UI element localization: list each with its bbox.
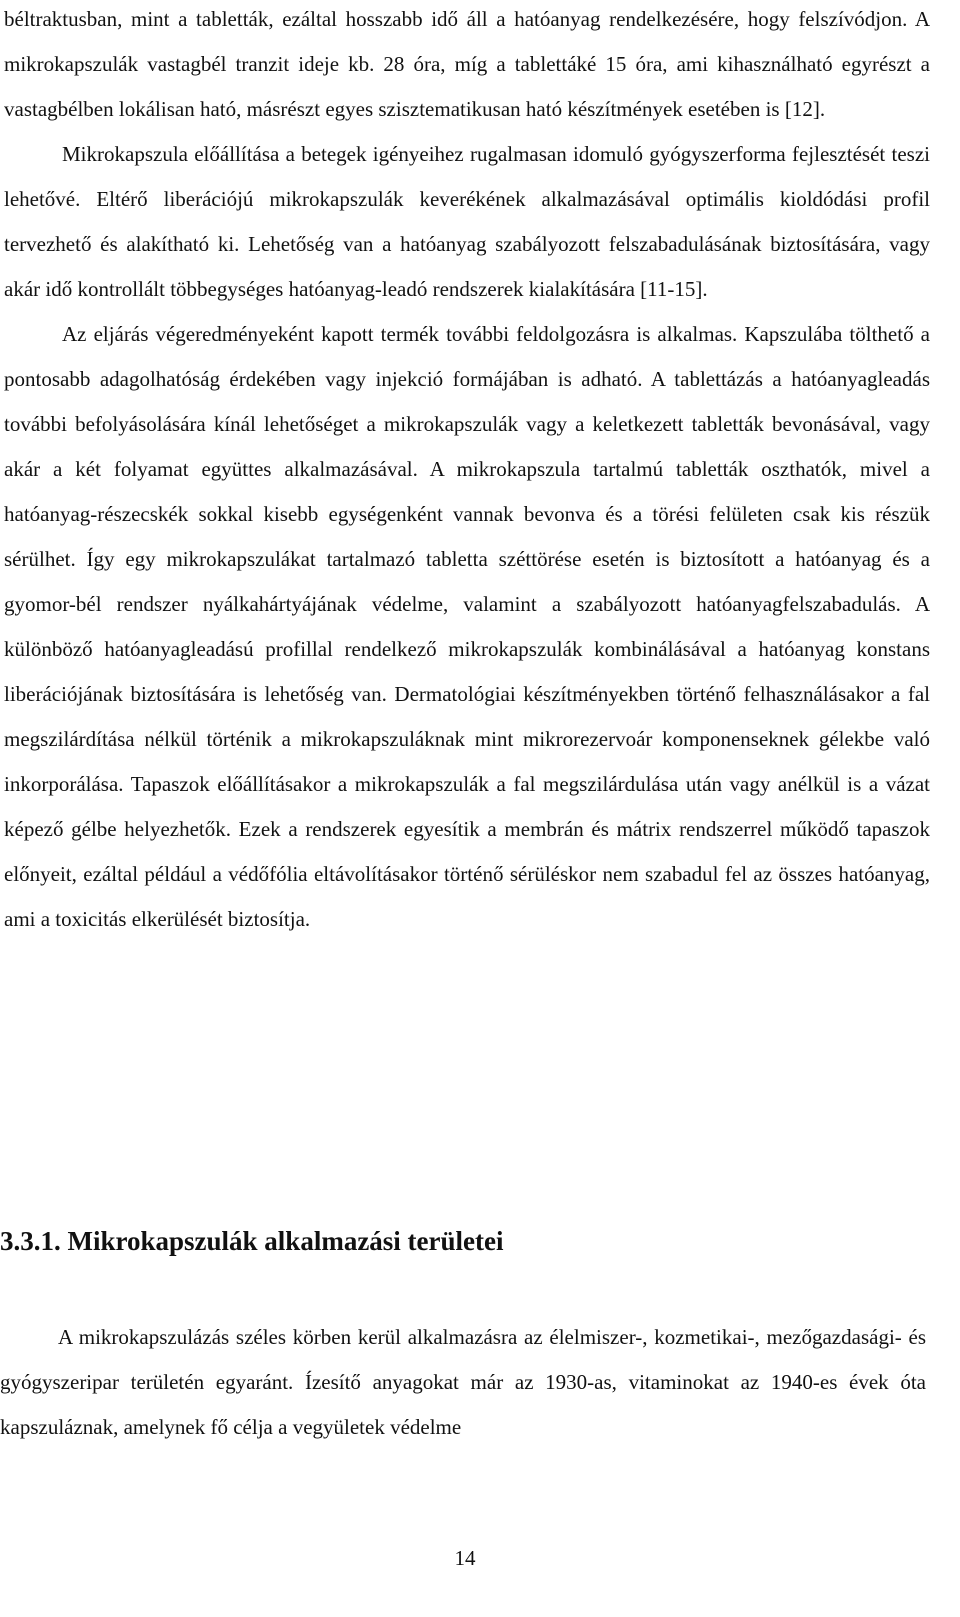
document-page	[4, 0, 930, 942]
section-paragraph: A mikrokapszulázás széles körben kerül alkalmazásra az élelmiszer-, kozmetikai-, mezőgazdasági- és gyógyszeripar területén egyaránt. Ízesítő anyagokat már az 1930-as, vitaminokat az 1940-es évek óta kapszuláznak, amelynek fő célja a vegyületek védelme	[0, 1325, 926, 1439]
section-body	[0, 1315, 926, 1450]
section-heading: 3.3.1. Mikrokapszulák alkalmazási területei	[0, 1226, 504, 1256]
page-number: 14	[454, 1546, 476, 1570]
body-paragraph-3: Az eljárás végeredményeként kapott termék további feldolgozásra is alkalmas. Kapszulába tölthető a pontosabb adagolhatóság érdekében vagy injekció formájában is adható. A tablettázás a hatóanyagleadás további befolyásolására kínál lehetőséget a mikrokapszulák vagy a keletkezett tabletták bevonásával, vagy akár a két folyamat együttes alkalmazásával. A mikrokapszula tartalmú tabletták oszthatók, mivel a hatóanyag-részecskék sokkal kisebb egységenként vannak bevonva és a törési felületen csak kis részük sérülhet. Így egy mikrokapszulákat tartalmazó tabletta széttörése esetén is biztosított a hatóanyag és a gyomor-bél rendszer nyálkahártyájának védelme, valamint a szabályozott hatóanyagfelszabadulás. A különböző hatóanyagleadású profillal rendelkező mikrokapszulák kombinálásával a hatóanyag konstans liberációjának biztosítására is lehetőség van. Dermatológiai készítményekben történő felhasználásakor a fal megszilárdítása nélkül történik a mikrokapszuláknak mint mikrorezervoár komponenseknek gélekbe való inkorporálása. Tapaszok előállításakor a mikrokapszulák a fal megszilárdulása után vagy anélkül is a vázat képező gélbe helyezhetők. Ezek a rendszerek egyesítik a membrán és mátrix rendszerrel működő tapaszok előnyeit, ezáltal például a védőfólia eltávolításakor történő sérüléskor nem szabadul fel az összes hatóanyag, ami a toxicitás elkerülését biztosítja.	[4, 322, 930, 931]
body-paragraph-2: Mikrokapszula előállítása a betegek igényeihez rugalmasan idomuló gyógyszerforma fejlesztését teszi lehetővé. Eltérő liberációjú mikrokapszulák keverékének alkalmazásával optimális kioldódási profil tervezhető és alakítható ki. Lehetőség van a hatóanyag szabályozott felszabadulásának biztosítására, vagy akár idő kontrollált többegységes hatóanyag-leadó rendszerek kialakítására [11-15].	[4, 142, 930, 301]
body-paragraph-1: béltraktusban, mint a tabletták, ezáltal hosszabb idő áll a hatóanyag rendelkezésére, hogy felszívódjon. A mikrokapszulák vastagbél tranzit ideje kb. 28 óra, míg a tablettáké 15 óra, ami kihasználható egyrészt a vastagbélben lokálisan ható, másrészt egyes szisztematikusan ható készítmények esetében is [12].	[4, 7, 930, 121]
